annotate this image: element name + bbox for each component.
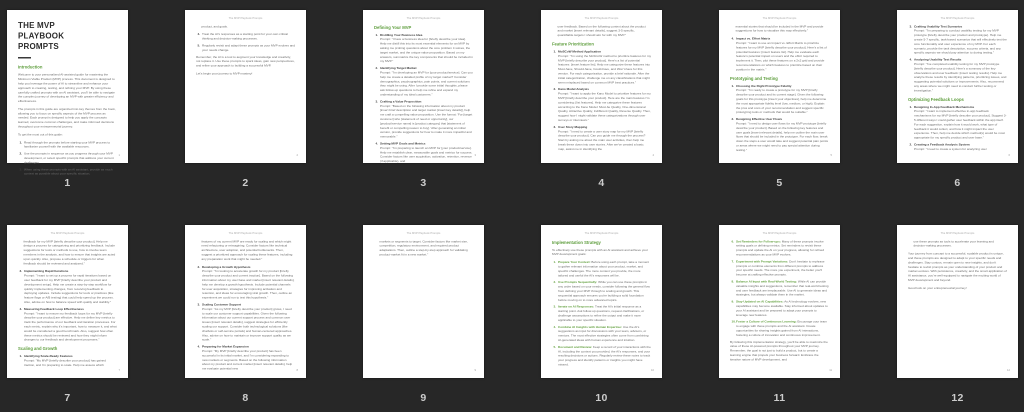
list-item-number: 6.	[731, 239, 735, 244]
list-item	[910, 143, 1008, 152]
page-thumbnail-label: 7	[64, 392, 71, 404]
continued-paragraph: user feedback. Based on the following context about the product and market [insert relevant details], suggest 3-5 specific, quantifiable targets I should aim for with my MVP."	[557, 24, 646, 38]
list-item-text: Don't hesitate to rephrase prompts or combine elements from different prompts to address your specific needs. The more you experiment, the better you'll become at crafting effective prompts.	[736, 259, 825, 277]
list-item-text: Regularly revisit and adapt these prompts as your MVP evolves and your needs change.	[202, 44, 295, 52]
list-item-body	[736, 320, 829, 338]
page-content	[541, 10, 662, 163]
list-item-content	[202, 303, 295, 343]
list-item-content	[24, 307, 117, 342]
list-item-title: Identifying Scale-Ready Features	[24, 354, 73, 359]
page-content	[897, 225, 1018, 378]
thumbnail-row	[7, 10, 1024, 189]
list-item-content	[558, 125, 651, 151]
page-thumbnail[interactable]	[541, 10, 662, 163]
list-item-body	[24, 152, 117, 165]
list-item	[910, 25, 1008, 56]
paragraph: Let's begin your journey to MVP mastery!	[196, 72, 253, 76]
list-item-title: Creating a Feedback Analysis System	[914, 142, 970, 147]
list-item-title: Iterate on AI Responses:	[558, 305, 595, 309]
title-divider	[18, 57, 31, 59]
list-item-body: Prompt: "I need to design user flows for my MVP prototype [briefly describe your product]. Based on the following key features and user goals [insert relevant details], help me outline the main user flows that should be included in the prototype. For each flow, break down the steps a user would take and suggest potential pain points or areas where we might need to pay special attention during testing."	[736, 121, 829, 152]
page-thumbnail[interactable]	[897, 225, 1018, 378]
list-item-content	[736, 37, 829, 72]
page-cell	[363, 225, 484, 404]
list-item-number: 8.	[731, 280, 735, 284]
list-item-content	[558, 281, 651, 303]
section-heading: Defining Your MVP	[374, 24, 412, 30]
list-item-text: While AI can provide valuable insights and suggestions, remember that real-world testing and user feedback are irreplaceable. Use AI to generate ideas and strategies, but always validate them in the market.	[736, 280, 829, 297]
list-item-body: Prompt: "I have a business idea for [briefly describe your idea]. Help me distill this into its most essential elements for an MVP by asking me probing questions about the core problem it solves, the target market, and the unique value proposition. Based on my answers, summarize the key components that should be included in my MVP."	[380, 37, 473, 64]
page-header-text: The MVP Playbook Prompts	[406, 232, 441, 235]
list-item	[732, 37, 830, 72]
page-thumbnail-label: 6	[954, 177, 961, 189]
list-item-content	[736, 280, 829, 298]
page-cell	[7, 225, 128, 404]
page-content	[719, 225, 840, 378]
list-item-title: Choosing the Right Prototype Fidelity	[736, 84, 792, 88]
page-header-text: The MVP Playbook Prompts	[940, 17, 975, 20]
list-item-body	[736, 260, 829, 278]
page-header-text: The MVP Playbook Prompts	[762, 17, 797, 20]
list-item-title: Foster a Culture of Continuous Learning:	[736, 320, 797, 324]
page-header-text: The MVP Playbook Prompts	[762, 232, 797, 235]
page-thumbnail-label: 12	[951, 392, 964, 404]
list-item-number: 3.	[553, 125, 557, 129]
list-item-content	[558, 50, 651, 85]
list-item-number: 7.	[731, 259, 735, 264]
list-item	[732, 320, 830, 338]
list-item-number: 3.	[553, 305, 557, 309]
list-item-title: Combine AI Insights with Human Expertise:	[558, 325, 623, 329]
paragraph: The prompts in this guide are organized into key themes from the book, allowing you to focus on specific aspects of the MVP process as needed. Each prompt is designed to help you apply the concepts learned, overcome common challenges, and make informed decisions throughout your entrepreneurial journey.	[18, 107, 116, 129]
list-item-content	[380, 142, 473, 164]
list-item-number: 3.	[19, 167, 23, 172]
list-item-content	[736, 118, 829, 153]
list-item-title: Document and Review:	[558, 345, 593, 349]
list-item-title: MoSCoW Method Application	[558, 49, 602, 54]
list-item-text: Before using each prompt, take a moment to gather relevant information about your product, market, and specific challenges. The more context you provide, the more tailored and useful the AI's responses will be.	[558, 260, 650, 278]
list-item-content	[914, 25, 1007, 56]
list-item-content	[24, 168, 117, 177]
page-content	[719, 10, 840, 163]
page-footer-number: 9	[474, 369, 476, 373]
list-item-text: Use the AI's suggestions as input for discussions with your team, advisors, or mentors. The most effective strategies often come from combining AI-generated ideas with human experience and intuition.	[558, 325, 649, 342]
continued-paragraph: product, and goals.	[201, 24, 228, 29]
paragraph: By following this implementation strategy, you'll be able to maximize the value of these AI-powered prompts throughout your MVP journey. Remember, the goal is not just to build a product, but to create a learning engine that propels your business forward. Embrace the iterative nature of MVP development, and	[730, 340, 828, 362]
list-item-number: 4.	[553, 325, 557, 329]
list-item-body: Prompt: "I'm developing an MVP for [your product/service]. Can you help me create a detailed profile of my target market? Consider demographics, psychographics, pain points, and current solutions they might be using. After I provide some initial thoughts, please ask follow-up questions to help me refine and expand my understanding of my ideal customers."	[380, 70, 473, 97]
paragraph: Good luck on your entrepreneurial journey!	[908, 286, 967, 290]
list-item-body	[736, 300, 829, 318]
page-thumbnail[interactable]	[7, 10, 128, 176]
page-content	[7, 225, 128, 378]
list-item-content	[380, 67, 473, 98]
list-item	[910, 105, 1008, 140]
list-item-body: Prompt: "I've completed usability testing for my MVP prototype [briefly describe your product]. Here's a summary of the key observations and user feedback: [insert testing results]. Help me analyze these results by identifying patterns, prioritizing issues, and suggesting potential solutions or improvements. Also, recommend any areas where we might need to conduct further testing or investigation."	[914, 62, 1007, 93]
continued-paragraph: features of my current MVP are ready for scaling and which might need refactoring or reimagining. Consider factors like technical architecture, user adoption, and potential bottlenecks. Then, suggest a prioritized approach for scaling these features, including any preparation work that might be needed."	[201, 239, 293, 261]
list-item-body: Prompt: "My MVP [briefly describe your product] has been successful in its initial market, and I'm considering expanding to new markets or segments. Based on the following information about my product and current market [insert relevant details], help me evaluate potential new	[202, 349, 293, 371]
list-item	[554, 88, 652, 123]
page-footer-number: 11	[829, 369, 832, 373]
list-item-number: 2.	[553, 280, 557, 285]
page-thumbnail-label: 10	[595, 392, 608, 404]
list-item-body: Prompt: "I want to implement effective in-app feedback mechanisms for my MVP [briefly describe your product]. Suggest 3-5 different ways I could gather user feedback within the app itself. For each suggestion, explain how it would work, what type of feedback it would collect, and how it might impact the user experience. Then, help me decide which method(s) would be most appropriate for my specific product and user base."	[914, 109, 1007, 140]
list-item	[198, 345, 296, 371]
list-item-body	[202, 33, 295, 42]
list-item-number: 3.	[909, 24, 913, 29]
list-item	[376, 67, 474, 98]
list-item	[554, 305, 652, 323]
list-item-body	[558, 325, 651, 343]
list-item-number: 3.	[375, 99, 379, 104]
page-footer-number: 8	[296, 369, 298, 373]
paragraph: To get the most out of this guide:	[18, 132, 63, 137]
list-item-content	[558, 261, 651, 279]
list-item-title: Use Prompts Sequentially:	[558, 280, 598, 285]
page-footer-number: 7	[118, 369, 120, 373]
section-heading: Introduction	[18, 64, 43, 70]
list-item-number: 2.	[909, 142, 913, 147]
list-item-body: Prompt: "I want to ensure my feedback loops for my MVP [briefly describe your product] are effective. Help me define key metrics to track the performance of our feedback and iteration processes. For each metric, explain why it's important, how to measure it, and what would be considered a good benchmark. Also, suggest how often these metrics should be reviewed and how they might inform changes to our feedback and development processes."	[24, 311, 117, 342]
list-item-content	[202, 33, 295, 42]
list-item	[732, 280, 830, 298]
page-footer-number: 6	[1008, 154, 1010, 158]
list-item-text: While you can use these prompts in any order based on your needs, consider following the general flow from defining your MVP through to scaling and growth. This sequential approach ensures you're building a solid foundation before moving on to more advanced topics.	[558, 280, 650, 302]
list-item-body: Prompt: "I need to create a system for analyzing user	[914, 147, 987, 151]
page-header-text: The MVP Playbook Prompts	[228, 232, 263, 235]
list-item-number: 2.	[375, 66, 379, 71]
page-cell	[897, 225, 1018, 404]
list-item-body	[558, 281, 651, 303]
continued-paragraph: markets or segments to target. Consider factors like market size, competition, regulatory environment, and required product adaptations. Then, outline a step-by-step approach for validating product-market fit in a new market."	[379, 239, 468, 257]
list-item	[376, 100, 474, 140]
list-item-body: Prompt: "I'm preparing to launch an MVP for [your product/service]. Help me establish clear, measurable goals and metrics for success. Consider factors like user acquisition, activation, retention, revenue (if applicable), and	[380, 146, 473, 164]
page-cell	[719, 10, 840, 189]
list-item-content	[202, 44, 295, 53]
page-thumbnail[interactable]	[363, 10, 484, 163]
list-item-content	[380, 33, 473, 64]
page-content	[541, 225, 662, 378]
list-item-body: Prompt: "I want to set up a process for rapid iterations based on user feedback for my MVP [briefly describe your product and development setup]. Help me create a step-by-step workflow for quickly implementing changes, from receiving feedback to deploying updates. Include suggestions for tools or practices (like feature flags or A/B testing) that could help speed up the process. Also, advise on how to balance speed with quality and stability."	[24, 274, 114, 305]
list-item-body	[736, 280, 829, 298]
list-item-number: 10.	[731, 320, 736, 324]
list-item-number: 2.	[731, 117, 735, 122]
list-item-content	[914, 105, 1007, 140]
list-item-text: Read through the prompts before starting your MVP process to familiarize yourself with the available resources.	[24, 140, 111, 149]
list-item-number: 5.	[553, 345, 557, 349]
list-item-body	[558, 305, 651, 323]
list-item-body: Prompt: "Based on the following information about my product [insert brief description and target market [insert key details]], help me craft a compelling value proposition. Use the format: 'For [target customer] who [statement of need or opportunity], our [product/service name] is [product category] that [statement of benefit or compelling reason to buy].' After generating an initial version, provide suggestions for how to make it more impactful and memorable."	[380, 104, 473, 139]
list-item-title: Balance AI Input with Real-World Testing:	[736, 280, 797, 284]
list-item	[198, 33, 296, 42]
list-item-text: Use the prompts in sequence as you progress through your MVP development, or select specific prompts that address your current challenges.	[24, 152, 114, 165]
page-footer-number: 1	[118, 154, 120, 158]
list-item-title: Stay Updated on AI Capabilities:	[736, 300, 784, 304]
list-item-content	[24, 270, 117, 305]
list-item-content	[736, 84, 829, 115]
list-item-title: Designing In-App Feedback Mechanisms	[914, 105, 975, 109]
paragraph: To effectively use these prompts with an AI assistant and achieve your MVP development goals:	[552, 248, 648, 257]
list-item-body	[24, 141, 117, 150]
list-item	[554, 325, 652, 343]
list-item-title: User Story Mapping	[558, 125, 588, 129]
list-item-number: 2.	[197, 265, 201, 269]
list-item-title: Preparing for Market Expansion	[202, 345, 249, 349]
list-item-text: When using these prompts with an AI assistant, provide as much context as possible about your specific situation,	[24, 167, 113, 176]
list-item-number: 3.	[19, 269, 23, 274]
list-item-body: Prompt: "I want to apply the Kano Model to prioritize features for my MVP [briefly describe your product]. Here are the main features I'm considering: [list features]. Help me categorize these features according to the Kano Model: Must-be Quality, One-dimensional Quality, Attractive Quality, Indifferent Quality, Reverse Quality. Then, suggest how I might validate these categorizations through user surveys or interviews."	[558, 92, 651, 122]
page-thumbnail-label: 5	[776, 177, 783, 189]
list-item-number: 4.	[19, 307, 23, 311]
section-heading: Implementation Strategy	[552, 239, 601, 245]
list-item-content	[558, 325, 651, 343]
paragraph: Remember, the AI is a tool to augment your knowledge and creativity, not replace it. Use these prompts to spark ideas, gain new perspectives, and refine your approach to building a successful MVP.	[196, 55, 295, 68]
list-item	[376, 142, 474, 164]
page-content	[897, 10, 1018, 163]
page-footer-number: 4	[652, 154, 654, 158]
page-thumbnail[interactable]	[719, 10, 840, 163]
document-title: THE MVP PLAYBOOK PROMPTS	[18, 21, 65, 51]
list-item-content	[24, 355, 117, 368]
list-item-content	[24, 141, 117, 150]
list-item-title: Analyzing Usability Test Results	[914, 58, 962, 62]
list-item-number: 3.	[197, 303, 201, 307]
list-item-body: Prompt: "I'm preparing to conduct usability testing for my MVP prototype [briefly describe your product and prototype]. Help me create 5-7 specific, task-based scenarios that will effectively test the core functionality and user experience of my MVP. For each scenario, provide the task description, success criteria, and any specific aspects we should pay attention to during testing."	[914, 29, 1007, 55]
page-thumbnail[interactable]	[185, 10, 306, 163]
list-item-title: Impact vs. Effort Matrix	[736, 37, 771, 41]
list-item-number: 2.	[19, 152, 23, 156]
page-cell	[541, 225, 662, 404]
list-item	[376, 33, 474, 64]
list-item-number: 4.	[375, 141, 379, 146]
page-header-text: The MVP Playbook Prompts	[406, 17, 441, 20]
list-item	[732, 240, 830, 258]
list-item-body: Prompt: "My MVP [briefly describe your product] has gained traction, and I'm preparing to scale. Help me assess which	[24, 358, 106, 367]
page-thumbnail[interactable]	[7, 225, 128, 378]
page-thumbnail[interactable]	[541, 225, 662, 378]
page-cell	[185, 10, 306, 189]
list-item-title: Crafting Usability Test Scenarios	[914, 24, 963, 29]
list-item-body	[24, 168, 117, 177]
list-item-title: Measuring Feedback Loop Effectiveness	[24, 307, 84, 311]
list-item-number: 1.	[19, 140, 23, 145]
list-item-content	[736, 320, 829, 338]
list-item-title: Experiment with Prompt Variations:	[736, 259, 789, 264]
list-item-number: 1.	[553, 260, 557, 265]
list-item-title: Prepare Your Context:	[558, 260, 591, 265]
list-item-number: 1.	[19, 354, 23, 359]
list-item-body: Prompt: "I want to use an Impact vs. Effort Matrix to prioritize features for my MVP [briefly describe your product]. Here's a list of potential features: [insert feature list]. Help me evaluate each feature's potential impact on users and the effort required to implement it. Then, plot these features on a 2x2 grid and provide recommendations on which features to prioritize based on their position in the matrix."	[736, 41, 827, 72]
list-item-content	[380, 100, 473, 140]
paragraph: Welcome to your personalized AI-assisted guide for mastering the Minimum Viable Product (MVP) process. This document is designed to help you leverage the power of AI to streamline and enhance your approach to creating, testing, and refining your MVP. By using these carefully crafted prompts with an AI assistant, you'll be able to navigate the complex journey of developing an MVP with greater efficiency and effectiveness.	[18, 73, 115, 104]
page-thumbnail[interactable]	[185, 225, 306, 378]
list-item-body: Prompt: "I'm using the MoSCoW method to prioritize features for my MVP [briefly describe your product]. Here's a list of potential features: [insert feature list]. Help me categorize these features into Must-have, Should-have, Could-have, and Won't-have for this version. For each categorization, provide a brief rationale. After the initial categorization, challenge me on any classifications that might seem misplaced based on common MVP best practices."	[558, 54, 651, 85]
list-item	[554, 261, 652, 279]
page-thumbnail-label: 4	[598, 177, 605, 189]
page-thumbnail[interactable]	[363, 225, 484, 378]
page-thumbnail-label: 1	[64, 177, 71, 189]
page-thumbnail-label: 9	[420, 392, 427, 404]
list-item-content	[736, 260, 829, 278]
list-item-text: Treat the AI's responses as a starting point for your own critical thinking and decision-making processes.	[202, 32, 288, 41]
list-item-number: 4.	[731, 37, 735, 41]
list-item-number: 2.	[553, 87, 557, 92]
page-footer-number: 5	[830, 154, 832, 158]
page-thumbnail-label: 8	[242, 392, 249, 404]
page-footer-number: 10	[651, 369, 654, 373]
page-header-text: The MVP Playbook Prompts	[940, 232, 975, 235]
list-item-body: Prompt: "I need to create a user story map for my MVP [briefly describe your product]. Can you guide me through the process? Start by asking me about the main user activities, then help me break these down into user stories. After we've created a basic map, assist me in identifying the	[558, 129, 646, 151]
list-item	[732, 118, 830, 153]
page-thumbnail-label: 2	[242, 177, 249, 189]
list-item-body	[736, 240, 829, 258]
list-item-text: Keep a record of your interactions with the AI, including the context you provided, the AI's responses, and your resulting decisions or actions. Regularly review these notes to track your progress and identify patterns or insights you might have missed.	[558, 345, 651, 367]
list-item-content	[202, 265, 295, 300]
list-item-body: Prompt: "I'm ready to create a prototype for my MVP [briefly describe your product and its current stage]. Given the following goals for this prototype [insert your objectives], help me determine the most appropriate fidelity level (low, medium, or high). Explain the pros and cons of your recommendation and suggest specific prototyping tools or methods that would be suitable."	[736, 88, 827, 115]
page-header-text: The MVP Playbook Prompts	[228, 17, 263, 20]
list-item	[198, 303, 296, 343]
list-item-content	[558, 345, 651, 367]
list-item-content	[24, 152, 117, 165]
list-item-title: Identifying Target Market	[380, 66, 417, 71]
page-cell	[185, 225, 306, 404]
list-item	[732, 260, 830, 278]
page-cell	[363, 10, 484, 189]
page-footer-number: 3	[474, 154, 476, 158]
list-item	[554, 50, 652, 85]
page-thumbnail[interactable]	[897, 10, 1018, 163]
section-heading: Prototyping and Testing	[730, 75, 778, 81]
page-footer-number: 12	[1007, 369, 1010, 373]
page-content	[185, 225, 306, 378]
section-heading: Scaling and Growth	[18, 346, 58, 352]
list-item-title: Crafting a Value Proposition	[380, 99, 422, 104]
list-item-text: Encourage your team to engage with these prompts and the AI assistant. Create opportunities for sharing insights gained from AI interactions, fostering a culture of innovation and continuous improvement.	[736, 320, 827, 337]
list-item-number: 4.	[197, 32, 201, 37]
list-item-title: Set Reminders for Follow-ups:	[736, 239, 781, 244]
page-cell	[897, 10, 1018, 189]
continued-paragraph: use these prompts as tools to accelerate your learning and decision-making processes.	[913, 239, 994, 248]
page-header-text: The MVP Playbook Prompts	[50, 232, 85, 235]
continued-paragraph: essential stories that should be included in the MVP and provide suggestions for how to visualize this map effectively."	[735, 24, 824, 33]
page-content	[363, 225, 484, 378]
list-item	[732, 84, 830, 115]
list-item	[198, 44, 296, 53]
page-cell	[719, 225, 840, 404]
thumbnail-row	[7, 225, 1024, 404]
page-header-text: The MVP Playbook Prompts	[584, 232, 619, 235]
page-header-text: The MVP Playbook Prompts	[584, 17, 619, 20]
list-item-number: 1.	[909, 105, 913, 109]
section-heading: Optimizing Feedback Loops	[908, 96, 964, 102]
page-thumbnail-label: 11	[773, 392, 786, 404]
list-item-content	[558, 305, 651, 323]
page-thumbnail[interactable]	[719, 225, 840, 378]
list-item-title: Developing a Growth Hypothesis	[202, 265, 251, 269]
list-item-number: 1.	[553, 49, 557, 54]
list-item	[20, 355, 118, 368]
list-item-title: Implementing Rapid Iterations	[24, 269, 69, 274]
page-cell	[7, 10, 128, 189]
list-item-content	[736, 300, 829, 318]
list-item-number: 1.	[731, 84, 735, 88]
continued-paragraph: feedback for my MVP [briefly describe your product]. Help me design a process for categorizing and prioritizing feedback. Include suggestions for tools or methods to use, how to involve team members in the analysis, and how to ensure that insights are acted upon quickly. Also, propose a schedule or triggers for when feedback should be reviewed and analyzed."	[23, 239, 116, 266]
list-item-content	[558, 88, 651, 123]
page-content	[363, 10, 484, 163]
list-item-title: Distilling Your Business Idea	[380, 33, 423, 37]
list-item-title: Setting MVP Goals and Metrics	[380, 141, 426, 146]
section-heading: Feature Prioritization	[552, 41, 594, 47]
list-item-text: Treat the AI's initial response as a starting point. Ask follow-up questions, request clarifications, or challenge assumptions to refine the output and make it more applicable to your specific situation.	[558, 305, 645, 322]
list-item-title: Scaling Customer Support	[202, 303, 242, 307]
list-item	[732, 300, 830, 318]
list-item	[20, 270, 118, 305]
list-item	[554, 345, 652, 367]
list-item	[198, 265, 296, 300]
list-item	[20, 152, 118, 165]
paragraph: Your journey from concept to a successful, scalable product is unique, and these prompts are designed to adapt to your specific needs and challenges. Stay curious, remain open to new insights, and don't hesitate to revisit prompts as your understanding of your product and market evolves. With persistence, creativity, and the smart application of AI assistance, you're well-equipped to navigate the exciting world of MVP development and beyond.	[908, 252, 1007, 283]
list-item	[554, 125, 652, 151]
list-item-body	[558, 261, 651, 279]
list-item-body	[558, 345, 651, 367]
list-item-number: 9.	[731, 300, 735, 304]
list-item-number: 4.	[197, 345, 201, 349]
list-item-number: 1.	[375, 33, 379, 37]
list-item-content	[736, 240, 829, 258]
list-item-content	[202, 345, 295, 371]
list-item-body: Prompt: "I'm looking to accelerate growth for my product [briefly describe your product and current traction]. Based on the following information about my user base and market [insert relevant details], help me develop a growth hypothesis. Include potential channels for user acquisition, strategies for improving activation and retention, and ideas for encouraging viral growth. Then, outline an experiment we could run to test this hypothesis."	[202, 269, 295, 300]
list-item-text: As AI technology evolves, new capabilities may become available. Stay informed about updates to your AI assistant and be prepared to adapt your prompts to leverage new features.	[736, 300, 828, 317]
list-item-body	[202, 44, 295, 53]
list-item-text: Many of these prompts involve setting goals or defining metrics. Set reminders to revisit these prompts and update the AI on your progress, allowing for refined recommendations as your MVP evolves.	[736, 239, 825, 257]
list-item	[20, 141, 118, 150]
list-item	[554, 281, 652, 303]
list-item-title: Designing Effective User Flows	[736, 117, 783, 122]
page-content	[185, 10, 306, 163]
page-content	[7, 10, 128, 176]
list-item-number: 5.	[197, 44, 201, 48]
page-thumbnail-label: 3	[420, 177, 427, 189]
list-item-body: Prompt: "As my MVP [briefly describe your product] grows, I need to scale our customer support capabilities. Given the following information about our current support process and common user issues [insert relevant details], suggest strategies for efficiently scaling our support. Consider both technological solutions (like chatbots or self-service portals) and human-centered approaches. Also, advise on how to maintain or improve support quality as we scale."	[202, 307, 293, 342]
list-item	[910, 58, 1008, 93]
list-item-number: 4.	[909, 58, 913, 62]
page-footer-number: 2	[296, 154, 298, 158]
list-item-content	[914, 58, 1007, 93]
list-item-content	[914, 143, 1007, 152]
list-item-title: Kano Model Analysis	[558, 87, 590, 92]
page-cell	[541, 10, 662, 189]
list-item	[20, 307, 118, 342]
list-item	[20, 168, 118, 177]
